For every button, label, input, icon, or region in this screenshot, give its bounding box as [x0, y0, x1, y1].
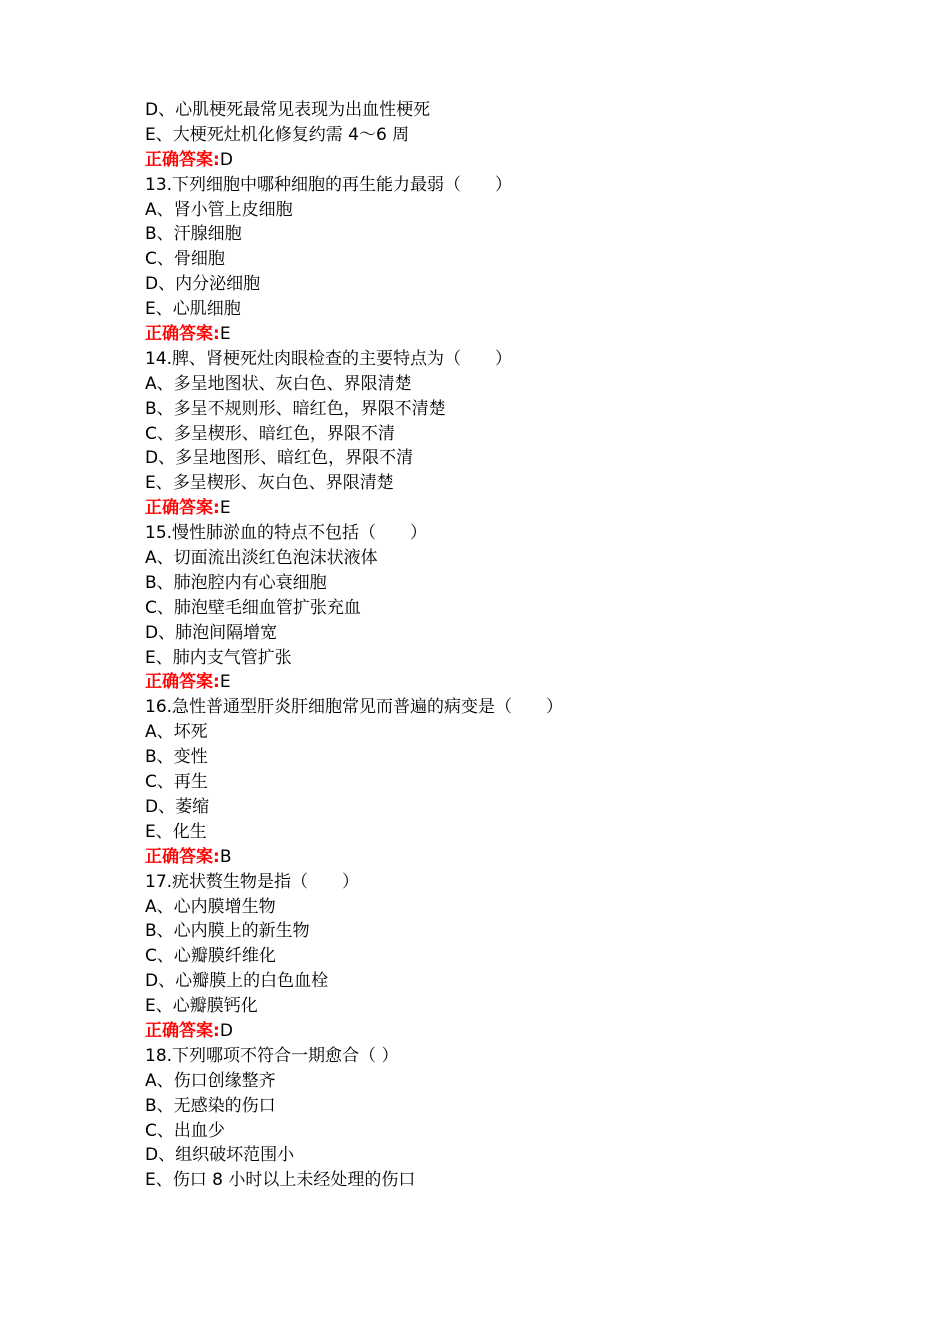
answer-value: D [219, 1020, 233, 1041]
answer-line [145, 496, 845, 521]
option-line: E、肺内支气管扩张 [145, 647, 292, 668]
option-line: C、再生 [145, 772, 208, 793]
option-line: B、心内膜上的新生物 [145, 921, 310, 942]
answer-value: D [219, 149, 233, 170]
option-line: C、心瓣膜纤维化 [145, 946, 276, 967]
answer-label: 正确答案: [145, 1020, 220, 1041]
option-line: A、心内膜增生物 [145, 896, 276, 917]
option-line: C、多呈楔形、暗红色，界限不清 [145, 423, 395, 444]
question-stem: 13.下列细胞中哪种细胞的再生能力最弱（ ） [145, 174, 513, 195]
option-line: B、无感染的伤口 [145, 1095, 276, 1116]
answer-value: E [219, 324, 231, 345]
answer-line [145, 670, 845, 695]
option-line: E、心瓣膜钙化 [145, 996, 258, 1017]
option-line: B、汗腺细胞 [145, 224, 242, 245]
option-line: A、切面流出淡红色泡沫状液体 [145, 548, 378, 569]
option-line: D、肺泡间隔增宽 [145, 622, 278, 643]
option-line: B、肺泡腔内有心衰细胞 [145, 572, 327, 593]
option-line: C、出血少 [145, 1120, 225, 1141]
answer-value: B [219, 846, 232, 867]
answer-value: E [219, 498, 231, 519]
answer-label: 正确答案: [145, 672, 220, 693]
answer-label: 正确答案: [145, 149, 220, 170]
document-page [145, 98, 845, 1193]
option-line: D、组织破坏范围小 [145, 1145, 295, 1166]
answer-line [145, 322, 845, 347]
option-line: C、肺泡壁毛细血管扩张充血 [145, 597, 361, 618]
answer-value: E [219, 672, 231, 693]
option-line: E、化生 [145, 821, 207, 842]
option-line: B、多呈不规则形、暗红色，界限不清楚 [145, 398, 446, 419]
question-stem: 14.脾、肾梗死灶肉眼检查的主要特点为（ ） [145, 348, 513, 369]
option-line: E、大梗死灶机化修复约需 4～6 周 [145, 124, 410, 145]
option-line: D、内分泌细胞 [145, 274, 261, 295]
answer-line [145, 148, 845, 173]
option-line: D、多呈地图形、暗红色，界限不清 [145, 448, 414, 469]
option-line: C、骨细胞 [145, 249, 225, 270]
option-line: B、变性 [145, 747, 208, 768]
option-line: A、坏死 [145, 722, 208, 743]
option-line: E、伤口 8 小时以上未经处理的伤口 [145, 1170, 416, 1191]
question-stem: 16.急性普通型肝炎肝细胞常见而普遍的病变是（ ） [145, 697, 564, 718]
option-line: D、心肌梗死最常见表现为出血性梗死 [145, 100, 431, 120]
option-line: A、伤口创缘整齐 [145, 1070, 276, 1091]
option-line: D、萎缩 [145, 796, 210, 817]
option-line: A、多呈地图状、灰白色、界限清楚 [145, 373, 412, 394]
answer-line [145, 845, 845, 870]
option-line: E、多呈楔形、灰白色、界限清楚 [145, 473, 394, 494]
question-stem: 15.慢性肺淤血的特点不包括（ ） [145, 523, 428, 544]
answer-line [145, 1019, 845, 1044]
question-stem: 18.下列哪项不符合一期愈合（ ） [145, 1045, 399, 1066]
answer-label: 正确答案: [145, 324, 220, 345]
option-line: A、肾小管上皮细胞 [145, 199, 293, 220]
answer-label: 正确答案: [145, 846, 220, 867]
option-line: E、心肌细胞 [145, 299, 241, 320]
option-line: D、心瓣膜上的白色血栓 [145, 971, 329, 992]
answer-label: 正确答案: [145, 498, 220, 519]
question-stem: 17.疣状赘生物是指（ ） [145, 871, 360, 892]
